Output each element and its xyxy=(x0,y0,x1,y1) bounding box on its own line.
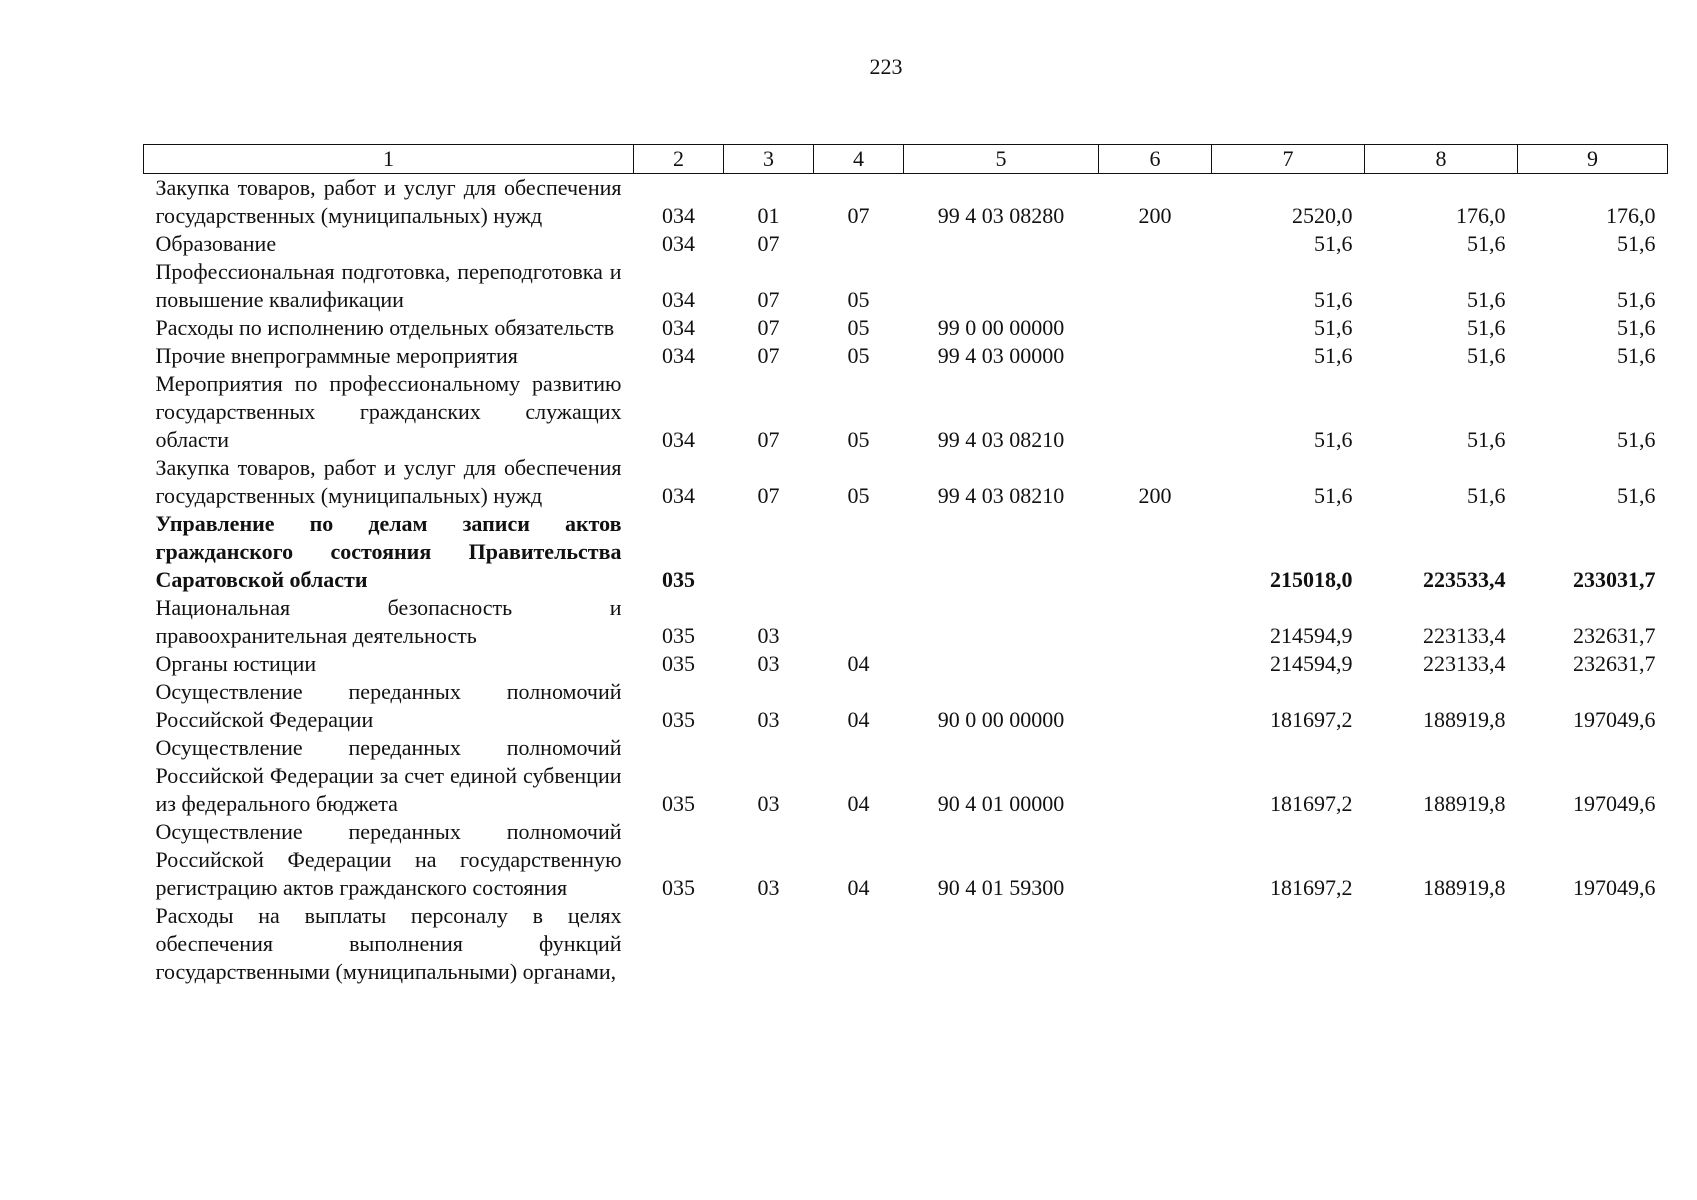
row-amount-col7: 51,6 xyxy=(1314,343,1353,368)
row-amount-col8: 176,0 xyxy=(1456,203,1506,228)
row-expense-type xyxy=(1099,370,1212,454)
row-section: 03 xyxy=(757,707,780,732)
header-col-9: 9 xyxy=(1518,145,1668,174)
row-section: 03 xyxy=(757,651,780,676)
row-amount-col7: 181697,2 xyxy=(1270,791,1353,816)
row-expense-type xyxy=(1099,678,1212,734)
row-amount-col7: 2520,0 xyxy=(1292,203,1353,228)
table-row xyxy=(144,902,1668,986)
row-amount-col9: 51,6 xyxy=(1617,427,1656,452)
table-body xyxy=(144,174,1668,987)
row-name: Расходы на выплаты персоналу в целях обеспечения выполнения функций государственными (муниципальными) органами, xyxy=(155,903,622,984)
row-expense-type xyxy=(1099,230,1212,258)
row-section: 07 xyxy=(757,427,780,452)
row-admin-code: 035 xyxy=(662,707,695,732)
row-amount-col8: 51,6 xyxy=(1467,483,1506,508)
row-amount-col8: 188919,8 xyxy=(1423,707,1506,732)
row-name: Образование xyxy=(155,231,277,256)
row-amount-col8: 51,6 xyxy=(1467,315,1506,340)
budget-table xyxy=(143,144,1668,986)
table-row xyxy=(144,734,1668,818)
row-target-article: 99 4 03 08210 xyxy=(937,427,1065,452)
row-target-article: 99 0 00 00000 xyxy=(937,315,1065,340)
row-name: Профессиональная подготовка, переподготовка и повышение квалификации xyxy=(155,259,622,312)
row-amount-col9: 233031,7 xyxy=(1573,567,1656,592)
table-row xyxy=(144,818,1668,902)
header-col-4: 4 xyxy=(814,145,904,174)
row-section xyxy=(724,902,814,986)
table-row xyxy=(144,174,1668,231)
row-amount-col7: 51,6 xyxy=(1314,315,1353,340)
row-section xyxy=(724,510,814,594)
row-expense-type xyxy=(1099,594,1212,650)
row-admin-code: 034 xyxy=(662,203,695,228)
row-amount-col7: 214594,9 xyxy=(1270,651,1353,676)
row-name: Осуществление переданных полномочий Российской Федерации за счет единой субвенции из федерального бюджета xyxy=(155,735,622,816)
row-amount-col8: 188919,8 xyxy=(1423,791,1506,816)
row-subsection: 07 xyxy=(847,203,870,228)
row-subsection xyxy=(814,230,904,258)
table-row xyxy=(144,510,1668,594)
table-row xyxy=(144,454,1668,510)
row-expense-type xyxy=(1099,258,1212,314)
row-subsection: 04 xyxy=(847,791,870,816)
row-expense-type xyxy=(1099,342,1212,370)
row-amount-col9 xyxy=(1518,902,1668,986)
row-expense-type xyxy=(1099,818,1212,902)
row-target-article: 90 4 01 00000 xyxy=(937,791,1065,816)
row-amount-col8: 51,6 xyxy=(1467,287,1506,312)
row-name: Закупка товаров, работ и услуг для обеспечения государственных (муниципальных) нужд xyxy=(155,455,622,508)
row-admin-code: 034 xyxy=(662,315,695,340)
row-admin-code: 034 xyxy=(662,231,695,256)
row-target-article xyxy=(904,230,1099,258)
table-row xyxy=(144,314,1668,342)
row-expense-type xyxy=(1099,902,1212,986)
row-target-article: 99 4 03 00000 xyxy=(937,343,1065,368)
row-amount-col9: 51,6 xyxy=(1617,231,1656,256)
row-subsection: 05 xyxy=(847,483,870,508)
row-subsection: 05 xyxy=(847,315,870,340)
row-section: 07 xyxy=(757,231,780,256)
row-expense-type: 200 xyxy=(1138,483,1172,508)
row-target-article xyxy=(904,902,1099,986)
row-name: Управление по делам записи актов гражданского состояния Правительства Саратовской области xyxy=(155,511,622,592)
row-section: 07 xyxy=(757,483,780,508)
row-amount-col9: 51,6 xyxy=(1617,483,1656,508)
table-row xyxy=(144,650,1668,678)
row-amount-col8: 188919,8 xyxy=(1423,875,1506,900)
row-expense-type xyxy=(1099,314,1212,342)
table-row xyxy=(144,594,1668,650)
row-target-article: 99 4 03 08280 xyxy=(937,203,1065,228)
row-amount-col9: 197049,6 xyxy=(1573,875,1656,900)
row-admin-code: 035 xyxy=(662,875,695,900)
page-number: 223 xyxy=(869,54,903,79)
row-subsection: 04 xyxy=(847,707,870,732)
row-name: Осуществление переданных полномочий Российской Федерации xyxy=(155,679,622,732)
header-col-6: 6 xyxy=(1099,145,1212,174)
row-admin-code: 035 xyxy=(662,651,695,676)
row-section: 01 xyxy=(757,203,780,228)
row-amount-col8: 223133,4 xyxy=(1423,651,1506,676)
row-target-article xyxy=(904,510,1099,594)
row-amount-col9: 197049,6 xyxy=(1573,707,1656,732)
row-name: Закупка товаров, работ и услуг для обеспечения государственных (муниципальных) нужд xyxy=(155,175,622,228)
row-amount-col8: 223133,4 xyxy=(1423,623,1506,648)
row-amount-col9: 197049,6 xyxy=(1573,791,1656,816)
row-expense-type xyxy=(1099,734,1212,818)
row-expense-type: 200 xyxy=(1138,203,1172,228)
header-col-5: 5 xyxy=(904,145,1099,174)
row-subsection: 05 xyxy=(847,343,870,368)
row-section: 03 xyxy=(757,875,780,900)
header-col-1: 1 xyxy=(144,145,634,174)
row-name: Прочие внепрограммные мероприятия xyxy=(155,343,518,368)
row-amount-col8: 223533,4 xyxy=(1423,567,1506,592)
row-amount-col8 xyxy=(1365,902,1518,986)
row-target-article xyxy=(904,258,1099,314)
row-amount-col7: 51,6 xyxy=(1314,231,1353,256)
row-name: Органы юстиции xyxy=(155,651,317,676)
row-amount-col7: 181697,2 xyxy=(1270,875,1353,900)
header-col-8: 8 xyxy=(1365,145,1518,174)
row-admin-code: 034 xyxy=(662,343,695,368)
row-amount-col7: 215018,0 xyxy=(1270,567,1353,592)
row-amount-col7: 214594,9 xyxy=(1270,623,1353,648)
table-row xyxy=(144,230,1668,258)
row-name: Расходы по исполнению отдельных обязательств xyxy=(155,315,615,340)
row-subsection xyxy=(814,902,904,986)
row-section: 07 xyxy=(757,315,780,340)
row-admin-code: 034 xyxy=(662,483,695,508)
row-amount-col7: 51,6 xyxy=(1314,483,1353,508)
header-col-2: 2 xyxy=(634,145,724,174)
header-col-7: 7 xyxy=(1212,145,1365,174)
row-target-article xyxy=(904,594,1099,650)
table-row xyxy=(144,370,1668,454)
row-expense-type xyxy=(1099,510,1212,594)
row-section: 03 xyxy=(757,623,780,648)
header-col-3: 3 xyxy=(724,145,814,174)
row-amount-col9: 232631,7 xyxy=(1573,651,1656,676)
row-admin-code: 035 xyxy=(662,567,695,592)
row-name: Национальная безопасность и правоохранительная деятельность xyxy=(155,595,622,648)
row-admin-code: 034 xyxy=(662,427,695,452)
row-amount-col9: 51,6 xyxy=(1617,343,1656,368)
table-row xyxy=(144,678,1668,734)
row-target-article: 90 4 01 59300 xyxy=(937,875,1065,900)
row-amount-col8: 51,6 xyxy=(1467,427,1506,452)
row-amount-col8: 51,6 xyxy=(1467,343,1506,368)
row-amount-col9: 232631,7 xyxy=(1573,623,1656,648)
row-amount-col9: 176,0 xyxy=(1606,203,1656,228)
row-name: Осуществление переданных полномочий Российской Федерации на государственную регистрацию актов гражданского состояния xyxy=(155,819,622,900)
row-section: 03 xyxy=(757,791,780,816)
row-admin-code: 034 xyxy=(662,287,695,312)
row-subsection xyxy=(814,510,904,594)
table-row xyxy=(144,342,1668,370)
row-expense-type xyxy=(1099,650,1212,678)
row-target-article: 99 4 03 08210 xyxy=(937,483,1065,508)
row-subsection: 05 xyxy=(847,427,870,452)
row-admin-code: 035 xyxy=(662,791,695,816)
header-row xyxy=(144,145,1668,174)
row-name: Мероприятия по профессиональному развитию государственных гражданских служащих области xyxy=(155,371,622,452)
row-amount-col9: 51,6 xyxy=(1617,287,1656,312)
row-amount-col7 xyxy=(1212,902,1365,986)
row-amount-col9: 51,6 xyxy=(1617,315,1656,340)
row-amount-col7: 51,6 xyxy=(1314,427,1353,452)
row-subsection xyxy=(814,594,904,650)
table-header xyxy=(144,145,1668,174)
table-row xyxy=(144,258,1668,314)
row-target-article xyxy=(904,650,1099,678)
row-amount-col7: 181697,2 xyxy=(1270,707,1353,732)
row-amount-col7: 51,6 xyxy=(1314,287,1353,312)
row-target-article: 90 0 00 00000 xyxy=(937,707,1065,732)
row-subsection: 04 xyxy=(847,651,870,676)
row-subsection: 05 xyxy=(847,287,870,312)
row-admin-code: 035 xyxy=(662,623,695,648)
row-section: 07 xyxy=(757,343,780,368)
row-admin-code xyxy=(634,902,724,986)
row-section: 07 xyxy=(757,287,780,312)
row-amount-col8: 51,6 xyxy=(1467,231,1506,256)
row-subsection: 04 xyxy=(847,875,870,900)
